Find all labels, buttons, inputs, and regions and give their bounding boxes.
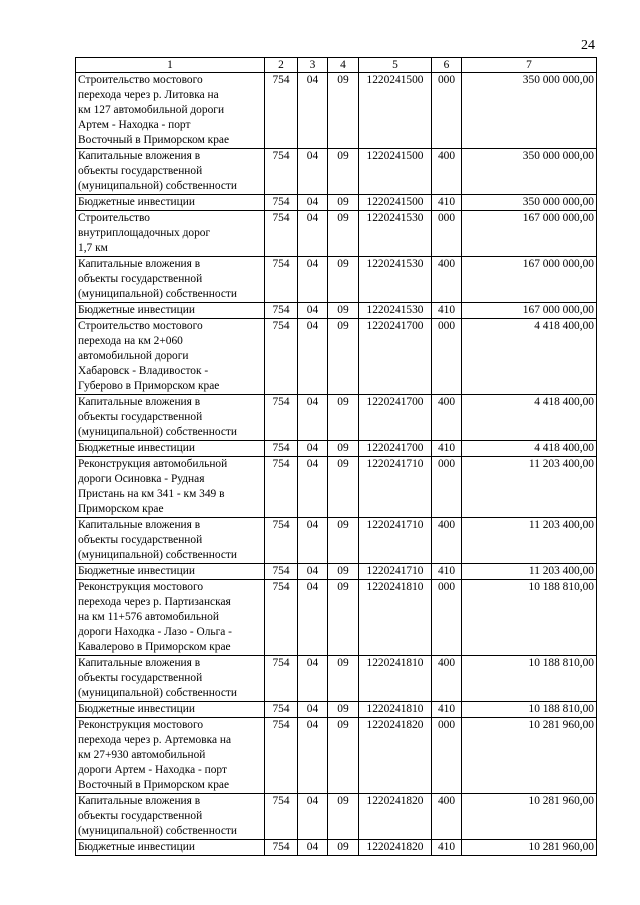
amount-cell: 350 000 000,00 [462, 195, 597, 211]
amount-cell: 11 203 400,00 [462, 564, 597, 580]
section-code-cell: 04 [298, 840, 328, 856]
target-code-cell: 1220241820 [359, 840, 432, 856]
item-name-line: Кавалерово в Приморском крае [78, 641, 231, 653]
column-header: 6 [432, 58, 462, 73]
column-header: 2 [265, 58, 298, 73]
table-row [76, 702, 597, 718]
item-name-cell [76, 149, 265, 195]
amount-cell: 167 000 000,00 [462, 211, 597, 257]
expense-type-cell: 400 [432, 656, 462, 702]
section-code-cell: 04 [298, 73, 328, 149]
expense-type-cell: 000 [432, 580, 462, 656]
item-name-line: Восточный в Приморском крае [78, 134, 230, 146]
item-name-cell [76, 580, 265, 656]
section-code-cell: 04 [298, 257, 328, 303]
item-name-line: объекты государственной [78, 411, 203, 423]
target-code-cell: 1220241500 [359, 73, 432, 149]
item-name-line: км 27+930 автомобильной [78, 749, 206, 761]
ministry-code-cell: 754 [265, 457, 298, 518]
item-name-line: км 127 автомобильной дороги [78, 104, 225, 116]
item-name-line: Приморском крае [78, 503, 164, 515]
section-code-cell: 04 [298, 718, 328, 794]
ministry-code-cell: 754 [265, 73, 298, 149]
subsection-code-cell: 09 [328, 518, 359, 564]
subsection-code-cell: 09 [328, 195, 359, 211]
target-code-cell: 1220241500 [359, 149, 432, 195]
subsection-code-cell: 09 [328, 794, 359, 840]
item-name-cell [76, 794, 265, 840]
item-name-line: Капитальные вложения в [78, 258, 201, 270]
item-name-line: Строительство мостового [78, 74, 203, 86]
expense-type-cell: 000 [432, 211, 462, 257]
section-code-cell: 04 [298, 518, 328, 564]
ministry-code-cell: 754 [265, 840, 298, 856]
table-row [76, 195, 597, 211]
subsection-code-cell: 09 [328, 656, 359, 702]
section-code-cell: 04 [298, 702, 328, 718]
expense-type-cell: 000 [432, 718, 462, 794]
table-body [76, 73, 597, 856]
table-row [76, 840, 597, 856]
item-name-line: Бюджетные инвестиции [78, 703, 195, 715]
target-code-cell: 1220241700 [359, 319, 432, 395]
item-name-cell [76, 702, 265, 718]
ministry-code-cell: 754 [265, 656, 298, 702]
subsection-code-cell: 09 [328, 718, 359, 794]
ministry-code-cell: 754 [265, 564, 298, 580]
subsection-code-cell: 09 [328, 840, 359, 856]
item-name-line: Бюджетные инвестиции [78, 565, 195, 577]
item-name-line: Реконструкция мостового [78, 581, 204, 593]
subsection-code-cell: 09 [328, 73, 359, 149]
section-code-cell: 04 [298, 457, 328, 518]
item-name-line: Бюджетные инвестиции [78, 196, 195, 208]
item-name-line: Восточный в Приморском крае [78, 779, 230, 791]
item-name-line: Строительство мостового [78, 320, 203, 332]
subsection-code-cell: 09 [328, 257, 359, 303]
expense-type-cell: 410 [432, 564, 462, 580]
ministry-code-cell: 754 [265, 441, 298, 457]
item-name-line: Хабаровск - Владивосток - [78, 365, 209, 377]
subsection-code-cell: 09 [328, 702, 359, 718]
item-name-line: (муниципальной) собственности [78, 549, 237, 561]
item-name-line: Капитальные вложения в [78, 519, 201, 531]
section-code-cell: 04 [298, 195, 328, 211]
item-name-line: Бюджетные инвестиции [78, 442, 195, 454]
ministry-code-cell: 754 [265, 702, 298, 718]
table-header [76, 58, 597, 73]
item-name-line: перехода через р. Партизанская [78, 596, 231, 608]
ministry-code-cell: 754 [265, 794, 298, 840]
item-name-line: внутриплощадочных дорог [78, 227, 211, 239]
item-name-cell [76, 656, 265, 702]
target-code-cell: 1220241810 [359, 702, 432, 718]
table-row [76, 395, 597, 441]
table-row [76, 718, 597, 794]
table-row [76, 518, 597, 564]
subsection-code-cell: 09 [328, 395, 359, 441]
amount-cell: 4 418 400,00 [462, 395, 597, 441]
subsection-code-cell: 09 [328, 441, 359, 457]
section-code-cell: 04 [298, 580, 328, 656]
item-name-line: объекты государственной [78, 273, 203, 285]
item-name-line: Капитальные вложения в [78, 657, 201, 669]
item-name-line: (муниципальной) собственности [78, 825, 237, 837]
item-name-line: Пристань на км 341 - км 349 в [78, 488, 225, 500]
ministry-code-cell: 754 [265, 518, 298, 564]
amount-cell: 10 188 810,00 [462, 702, 597, 718]
amount-cell: 167 000 000,00 [462, 257, 597, 303]
table-row [76, 564, 597, 580]
column-header: 4 [328, 58, 359, 73]
table-row [76, 73, 597, 149]
subsection-code-cell: 09 [328, 564, 359, 580]
expense-type-cell: 400 [432, 257, 462, 303]
item-name-cell [76, 73, 265, 149]
item-name-line: объекты государственной [78, 810, 203, 822]
item-name-cell [76, 211, 265, 257]
expense-type-cell: 000 [432, 457, 462, 518]
expense-type-cell: 410 [432, 195, 462, 211]
section-code-cell: 04 [298, 656, 328, 702]
item-name-line: перехода через р. Литовка на [78, 89, 219, 101]
section-code-cell: 04 [298, 794, 328, 840]
item-name-cell [76, 395, 265, 441]
target-code-cell: 1220241710 [359, 564, 432, 580]
item-name-line: Губерово в Приморском крае [78, 380, 220, 392]
item-name-line: (муниципальной) собственности [78, 288, 237, 300]
section-code-cell: 04 [298, 303, 328, 319]
column-header: 3 [298, 58, 328, 73]
item-name-line: (муниципальной) собственности [78, 687, 237, 699]
item-name-line: 1,7 км [78, 242, 108, 254]
item-name-line: перехода через р. Артемовка на [78, 734, 231, 746]
item-name-line: Капитальные вложения в [78, 150, 201, 162]
amount-cell: 350 000 000,00 [462, 149, 597, 195]
expense-type-cell: 400 [432, 395, 462, 441]
item-name-cell [76, 441, 265, 457]
amount-cell: 350 000 000,00 [462, 73, 597, 149]
item-name-line: объекты государственной [78, 534, 203, 546]
subsection-code-cell: 09 [328, 580, 359, 656]
amount-cell: 10 188 810,00 [462, 656, 597, 702]
column-header: 1 [76, 58, 265, 73]
item-name-line: Реконструкция мостового [78, 719, 204, 731]
item-name-line: дороги Артем - Находка - порт [78, 764, 227, 776]
table-row [76, 441, 597, 457]
ministry-code-cell: 754 [265, 149, 298, 195]
item-name-line: Строительство [78, 212, 150, 224]
item-name-cell [76, 257, 265, 303]
expense-type-cell: 410 [432, 840, 462, 856]
ministry-code-cell: 754 [265, 211, 298, 257]
amount-cell: 10 281 960,00 [462, 794, 597, 840]
budget-table [75, 57, 597, 856]
column-header: 5 [359, 58, 432, 73]
target-code-cell: 1220241530 [359, 211, 432, 257]
ministry-code-cell: 754 [265, 195, 298, 211]
item-name-line: автомобильной дороги [78, 350, 189, 362]
item-name-line: Артем - Находка - порт [78, 119, 191, 131]
table-row [76, 457, 597, 518]
ministry-code-cell: 754 [265, 718, 298, 794]
ministry-code-cell: 754 [265, 257, 298, 303]
expense-type-cell: 400 [432, 518, 462, 564]
column-header: 7 [462, 58, 597, 73]
expense-type-cell: 400 [432, 149, 462, 195]
target-code-cell: 1220241500 [359, 195, 432, 211]
table-row [76, 211, 597, 257]
table-row [76, 656, 597, 702]
table-row [76, 303, 597, 319]
section-code-cell: 04 [298, 319, 328, 395]
ministry-code-cell: 754 [265, 303, 298, 319]
expense-type-cell: 410 [432, 441, 462, 457]
ministry-code-cell: 754 [265, 395, 298, 441]
section-code-cell: 04 [298, 211, 328, 257]
ministry-code-cell: 754 [265, 319, 298, 395]
amount-cell: 4 418 400,00 [462, 441, 597, 457]
target-code-cell: 1220241700 [359, 441, 432, 457]
expense-type-cell: 410 [432, 702, 462, 718]
item-name-line: Бюджетные инвестиции [78, 841, 195, 853]
item-name-line: (муниципальной) собственности [78, 426, 237, 438]
item-name-line: Бюджетные инвестиции [78, 304, 195, 316]
item-name-cell [76, 457, 265, 518]
target-code-cell: 1220241700 [359, 395, 432, 441]
ministry-code-cell: 754 [265, 580, 298, 656]
target-code-cell: 1220241530 [359, 257, 432, 303]
amount-cell: 4 418 400,00 [462, 319, 597, 395]
target-code-cell: 1220241810 [359, 656, 432, 702]
section-code-cell: 04 [298, 564, 328, 580]
item-name-line: Реконструкция автомобильной [78, 458, 228, 470]
subsection-code-cell: 09 [328, 319, 359, 395]
expense-type-cell: 000 [432, 319, 462, 395]
item-name-cell [76, 718, 265, 794]
item-name-line: на км 11+576 автомобильной [78, 611, 219, 623]
section-code-cell: 04 [298, 395, 328, 441]
item-name-line: перехода на км 2+060 [78, 335, 183, 347]
table-row [76, 794, 597, 840]
target-code-cell: 1220241810 [359, 580, 432, 656]
table-row [76, 257, 597, 303]
section-code-cell: 04 [298, 441, 328, 457]
expense-type-cell: 000 [432, 73, 462, 149]
item-name-cell [76, 303, 265, 319]
section-code-cell: 04 [298, 149, 328, 195]
table-row [76, 319, 597, 395]
page-number: 24 [581, 38, 595, 53]
subsection-code-cell: 09 [328, 303, 359, 319]
amount-cell: 11 203 400,00 [462, 518, 597, 564]
item-name-cell [76, 195, 265, 211]
amount-cell: 167 000 000,00 [462, 303, 597, 319]
expense-type-cell: 410 [432, 303, 462, 319]
subsection-code-cell: 09 [328, 457, 359, 518]
subsection-code-cell: 09 [328, 211, 359, 257]
item-name-line: Капитальные вложения в [78, 396, 201, 408]
target-code-cell: 1220241710 [359, 457, 432, 518]
item-name-line: объекты государственной [78, 165, 203, 177]
item-name-cell [76, 518, 265, 564]
target-code-cell: 1220241820 [359, 794, 432, 840]
expense-type-cell: 400 [432, 794, 462, 840]
table-row [76, 580, 597, 656]
table-row [76, 149, 597, 195]
item-name-line: объекты государственной [78, 672, 203, 684]
amount-cell: 10 188 810,00 [462, 580, 597, 656]
amount-cell: 10 281 960,00 [462, 718, 597, 794]
target-code-cell: 1220241530 [359, 303, 432, 319]
item-name-cell [76, 319, 265, 395]
item-name-cell [76, 564, 265, 580]
subsection-code-cell: 09 [328, 149, 359, 195]
target-code-cell: 1220241710 [359, 518, 432, 564]
amount-cell: 10 281 960,00 [462, 840, 597, 856]
target-code-cell: 1220241820 [359, 718, 432, 794]
item-name-cell [76, 840, 265, 856]
amount-cell: 11 203 400,00 [462, 457, 597, 518]
item-name-line: Капитальные вложения в [78, 795, 201, 807]
item-name-line: (муниципальной) собственности [78, 180, 237, 192]
item-name-line: дороги Находка - Лазо - Ольга - [78, 626, 232, 638]
item-name-line: дороги Осиновка - Рудная [78, 473, 205, 485]
